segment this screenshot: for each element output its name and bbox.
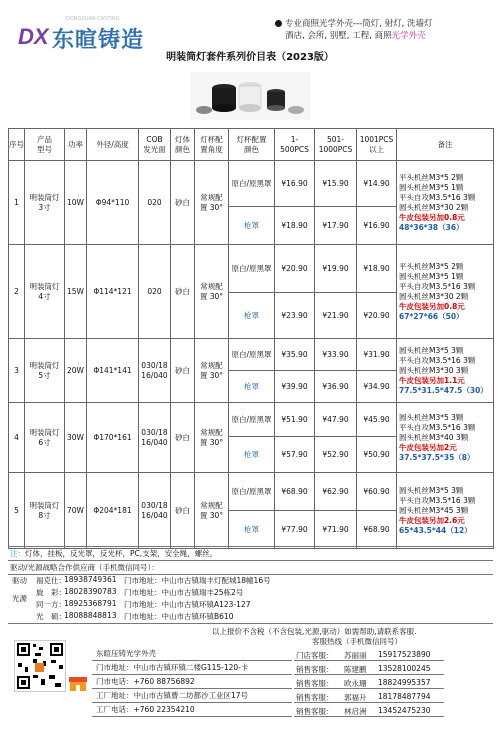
price-cell: ¥33.90 bbox=[315, 339, 357, 371]
box-size: 48*36*38（36） bbox=[399, 222, 464, 232]
divider bbox=[8, 560, 493, 561]
logo-subtitle: DONGXUAN CASTING bbox=[66, 16, 120, 22]
notes-cell bbox=[397, 339, 494, 403]
price-cell: ¥77.90 bbox=[275, 511, 315, 549]
price-cell: ¥45.90 bbox=[357, 403, 397, 437]
price-cell: ¥20.90 bbox=[275, 245, 315, 293]
packing-note: 牛皮包装另加0.8元 bbox=[399, 301, 465, 311]
price-cell: ¥52.90 bbox=[315, 437, 357, 473]
note-line: 平头机丝M3*5 2颗 bbox=[399, 261, 464, 271]
divider bbox=[294, 660, 444, 661]
price-cell: ¥31.90 bbox=[357, 339, 397, 371]
partner-address: 门市地址：中山市古镇瑞丰灯配城18幢16号 bbox=[124, 576, 271, 585]
price-cell: ¥62.90 bbox=[315, 473, 357, 511]
angle-cell: 常规配 置 30° bbox=[195, 245, 229, 339]
box-size: 77.5*31.5*47.5（30） bbox=[399, 385, 488, 395]
price-cell: ¥16.90 bbox=[275, 161, 315, 207]
power-cell: 20W bbox=[65, 339, 87, 403]
cup-option-cell: 枪罩 bbox=[229, 511, 275, 549]
notes-cell bbox=[397, 473, 494, 549]
staff-name: 陈建鹏 bbox=[344, 665, 367, 674]
power-cell: 10W bbox=[65, 161, 87, 245]
note-line: 平头自攻M3.5*16 3颗 bbox=[399, 281, 476, 291]
price-table bbox=[8, 128, 494, 549]
box-size: 37.5*37.5*35（8） bbox=[399, 452, 475, 462]
staff-role: 销售客服： bbox=[296, 693, 334, 702]
footnote bbox=[10, 548, 217, 559]
footnote-text: 灯体，挂板，反光罩，反光杯，PC,支架，安全绳，螺丝。 bbox=[25, 549, 218, 558]
price-cell: ¥68.90 bbox=[357, 511, 397, 549]
cob-cell: 030/18 16/040 bbox=[139, 473, 171, 549]
body-color-cell: 砂白 bbox=[171, 339, 195, 403]
slogan bbox=[275, 18, 433, 42]
table-row bbox=[9, 161, 494, 207]
note-line: 圆头机丝M3*45 3颗 bbox=[399, 505, 469, 515]
divider bbox=[294, 716, 444, 717]
col-header: 501- 1000PCS bbox=[315, 129, 357, 161]
note-line: 平头自攻M3.5*16 3颗 bbox=[399, 192, 476, 202]
contact-store-phone: 门市电话：+760 88756892 bbox=[96, 677, 195, 686]
table-header-row bbox=[9, 129, 494, 161]
size-cell: Φ170*161 bbox=[87, 403, 139, 473]
page-title: 明装筒灯套件系列价目表（2023版） bbox=[166, 52, 334, 63]
staff-role: 销售客服： bbox=[296, 679, 334, 688]
cup-option-cell: 枪罩 bbox=[229, 371, 275, 403]
body-color-cell: 砂白 bbox=[171, 161, 195, 245]
price-cell: ¥68.90 bbox=[275, 473, 315, 511]
footnote-label: 注： bbox=[10, 549, 25, 558]
price-cell: ¥36.90 bbox=[315, 371, 357, 403]
qr-code-image bbox=[15, 641, 65, 691]
model-cell: 明装筒灯 3寸 bbox=[25, 161, 65, 245]
slogan-highlight: 光学外壳 bbox=[391, 31, 426, 41]
divider bbox=[8, 623, 493, 624]
power-cell: 30W bbox=[65, 403, 87, 473]
col-header: 产品 型号 bbox=[25, 129, 65, 161]
col-header: 1- 500PCS bbox=[275, 129, 315, 161]
table-row bbox=[9, 403, 494, 437]
price-cell: ¥71.90 bbox=[315, 511, 357, 549]
slogan-line-1: 专业商照光学外壳---筒灯, 射灯, 洗墙灯 bbox=[285, 19, 433, 29]
price-cell: ¥34.90 bbox=[357, 371, 397, 403]
price-cell: ¥23.90 bbox=[275, 293, 315, 339]
box-size: 67*27*66（50） bbox=[399, 311, 464, 321]
staff-name: 郭福升 bbox=[344, 693, 367, 702]
staff-phone: 13452475230 bbox=[378, 706, 431, 715]
note-line: 平头自攻M3.5*16 3颗 bbox=[399, 495, 476, 505]
divider bbox=[92, 660, 292, 661]
partner-address: 门市地址：中山市古镇环镇A123-127 bbox=[124, 600, 251, 609]
table-row bbox=[9, 339, 494, 371]
divider bbox=[294, 702, 444, 703]
staff-phone: 15917523890 bbox=[378, 650, 431, 659]
note-line: 圆头机丝M3*5 1颗 bbox=[399, 182, 464, 192]
model-cell: 明装筒灯 5寸 bbox=[25, 339, 65, 403]
contact-store-addr: 门市地址：中山市古镇环镇二楼G115-120-卡 bbox=[96, 663, 249, 672]
model-cell: 明装筒灯 6寸 bbox=[25, 403, 65, 473]
qr-code[interactable] bbox=[14, 640, 66, 692]
power-cell: 70W bbox=[65, 473, 87, 549]
col-header: 功率 bbox=[65, 129, 87, 161]
downlight-large-image bbox=[212, 84, 236, 112]
price-cell: ¥15.90 bbox=[315, 161, 357, 207]
price-cell: ¥21.90 bbox=[315, 293, 357, 339]
size-cell: Φ141*141 bbox=[87, 339, 139, 403]
partner-name: 旋 彩： bbox=[36, 588, 66, 597]
col-header: 灯杯配置 颜色 bbox=[229, 129, 275, 161]
size-cell: Φ114*121 bbox=[87, 245, 139, 339]
disclaimer: 以上报价不含税（不含包装,光源,驱动）如需帮助,请联系客服. bbox=[212, 627, 417, 636]
logo-mark: DX bbox=[18, 24, 49, 49]
contact-factory-phone: 工厂电话：+760 22354210 bbox=[96, 705, 195, 714]
row-number: 4 bbox=[9, 403, 25, 473]
note-line: 圆头机丝M3*30 2颗 bbox=[399, 202, 469, 212]
partners-title: 驱动/光源战略合作供应商（手机微信同号）： bbox=[10, 563, 159, 572]
staff-phone: 18824995357 bbox=[378, 678, 431, 687]
price-cell: ¥16.90 bbox=[357, 207, 397, 245]
contact-factory-addr: 工厂地址：中山市古镇曹二坊都沙工业区17号 bbox=[96, 691, 249, 700]
divider bbox=[92, 702, 292, 703]
angle-cell: 常规配 置 30° bbox=[195, 403, 229, 473]
price-cell: ¥51.90 bbox=[275, 403, 315, 437]
note-line: 圆头机丝M3*30 2颗 bbox=[399, 291, 469, 301]
box-size: 65*43.5*44（12） bbox=[399, 525, 472, 535]
store-icon bbox=[68, 676, 88, 692]
cob-cell: 020 bbox=[139, 245, 171, 339]
cup-option-cell: 原白/原黑罩 bbox=[229, 339, 275, 371]
packing-note: 牛皮包装另加0.8元 bbox=[399, 212, 465, 222]
partner-address: 门市地址：中山市古镇环镇B610 bbox=[124, 612, 234, 621]
staff-role: 销售客服： bbox=[296, 665, 334, 674]
cup-option-cell: 枪罩 bbox=[229, 437, 275, 473]
divider bbox=[294, 688, 444, 689]
power-cell: 15W bbox=[65, 245, 87, 339]
cob-cell: 030/18 16/040 bbox=[139, 339, 171, 403]
product-photo bbox=[190, 72, 310, 120]
row-number: 3 bbox=[9, 339, 25, 403]
price-cell: ¥39.90 bbox=[275, 371, 315, 403]
divider bbox=[8, 546, 493, 547]
body-color-cell: 砂白 bbox=[171, 473, 195, 549]
price-cell: ¥19.90 bbox=[315, 245, 357, 293]
row-number: 1 bbox=[9, 161, 25, 245]
logo-name: 东暄铸造 bbox=[52, 28, 145, 53]
size-cell: Φ204*181 bbox=[87, 473, 139, 549]
cup-option-cell: 原白/原黑罩 bbox=[229, 473, 275, 511]
cup-option-cell: 原白/原黑罩 bbox=[229, 161, 275, 207]
price-cell: ¥50.90 bbox=[357, 437, 397, 473]
angle-cell: 常规配 置 30° bbox=[195, 473, 229, 549]
col-header: 外径/高度 bbox=[87, 129, 139, 161]
size-cell: Φ94*110 bbox=[87, 161, 139, 245]
col-header: 灯体 颜色 bbox=[171, 129, 195, 161]
hotline-title: 客服热线（手机微信同号） bbox=[312, 637, 402, 646]
price-cell: ¥35.90 bbox=[275, 339, 315, 371]
col-header: 序号 bbox=[9, 129, 25, 161]
slogan-line-2: 酒店, 会所, 别墅, 工程, 商照 bbox=[285, 31, 392, 41]
note-line: 圆头机丝M3*30 3颗 bbox=[399, 365, 469, 375]
cup-option-cell: 原白/原黑罩 bbox=[229, 245, 275, 293]
note-line: 圆头机丝M3*40 3颗 bbox=[399, 432, 469, 442]
note-line: 平头自攻M3.5*16 3颗 bbox=[399, 422, 476, 432]
price-cell: ¥14.90 bbox=[357, 161, 397, 207]
partner-category: 驱动 bbox=[12, 576, 27, 585]
table-row bbox=[9, 473, 494, 511]
notes-cell bbox=[397, 161, 494, 245]
col-header: COB 发光面 bbox=[139, 129, 171, 161]
cup-option-cell: 枪罩 bbox=[229, 293, 275, 339]
notes-cell bbox=[397, 403, 494, 473]
partner-phone: 18028390783 bbox=[64, 587, 117, 596]
note-line: 圆头机丝M3*5 3颗 bbox=[399, 412, 464, 422]
downlight-small-image bbox=[267, 89, 285, 111]
model-cell: 明装筒灯 8寸 bbox=[25, 473, 65, 549]
notes-cell bbox=[397, 245, 494, 339]
bullet-icon bbox=[275, 20, 282, 27]
divider bbox=[92, 674, 292, 675]
cup-option-cell: 枪罩 bbox=[229, 207, 275, 245]
partner-name: 光 硕： bbox=[36, 612, 66, 621]
angle-cell: 常规配 置 30° bbox=[195, 161, 229, 245]
note-line: 平头机丝M3*5 2颗 bbox=[399, 172, 464, 182]
model-cell: 明装筒灯 4寸 bbox=[25, 245, 65, 339]
price-cell: ¥47.90 bbox=[315, 403, 357, 437]
partner-name: 福克仕： bbox=[36, 576, 66, 585]
angle-cell: 常规配 置 30° bbox=[195, 339, 229, 403]
staff-role: 销售客服： bbox=[296, 707, 334, 716]
packing-note: 牛皮包装另加2.6元 bbox=[399, 515, 465, 525]
contact-company: 东暄压铸光学外壳 bbox=[96, 649, 156, 658]
partner-phone: 18925368791 bbox=[64, 599, 117, 608]
staff-role: 门店客服： bbox=[296, 651, 334, 660]
body-color-cell: 砂白 bbox=[171, 245, 195, 339]
staff-name: 欧永珊 bbox=[344, 679, 367, 688]
downlight-white-image bbox=[239, 82, 261, 112]
price-cell: ¥18.90 bbox=[275, 207, 315, 245]
table-row bbox=[9, 245, 494, 293]
cob-cell: 030/18 16/040 bbox=[139, 403, 171, 473]
staff-name: 苏丽丽 bbox=[344, 651, 367, 660]
cob-cell: 020 bbox=[139, 161, 171, 245]
row-number: 2 bbox=[9, 245, 25, 339]
note-line: 圆头机丝M3*5 3颗 bbox=[399, 485, 464, 495]
partner-name: 同一方： bbox=[36, 600, 66, 609]
divider bbox=[294, 674, 444, 675]
row-number: 5 bbox=[9, 473, 25, 549]
staff-phone: 18178487794 bbox=[378, 692, 431, 701]
price-cell: ¥57.90 bbox=[275, 437, 315, 473]
staff-phone: 13528100245 bbox=[378, 664, 431, 673]
note-line: 圆头机丝M3*5 3颗 bbox=[399, 345, 464, 355]
divider bbox=[92, 688, 292, 689]
partner-category: 光源 bbox=[12, 594, 27, 603]
partner-address: 门市地址：中山市古镇瑞丰25栋2号 bbox=[124, 588, 244, 597]
price-cell: ¥17.90 bbox=[315, 207, 357, 245]
col-header: 1001PCS 以上 bbox=[357, 129, 397, 161]
body-color-cell: 砂白 bbox=[171, 403, 195, 473]
note-line: 平头自攻M3.5*16 3颗 bbox=[399, 355, 476, 365]
price-cell: ¥18.90 bbox=[357, 245, 397, 293]
col-header: 灯杯配 置角度 bbox=[195, 129, 229, 161]
staff-name: 林启洲 bbox=[344, 707, 367, 716]
col-header: 备注 bbox=[397, 129, 494, 161]
note-line: 圆头机丝M3*5 1颗 bbox=[399, 271, 464, 281]
partner-phone: 18938749361 bbox=[64, 575, 117, 584]
price-cell: ¥20.90 bbox=[357, 293, 397, 339]
cup-option-cell: 原白/原黑罩 bbox=[229, 403, 275, 437]
divider bbox=[92, 716, 292, 717]
packing-note: 牛皮包装另加1.1元 bbox=[399, 375, 465, 385]
partner-phone: 18088848813 bbox=[64, 611, 117, 620]
packing-note: 牛皮包装另加2元 bbox=[399, 442, 457, 452]
price-cell: ¥60.90 bbox=[357, 473, 397, 511]
